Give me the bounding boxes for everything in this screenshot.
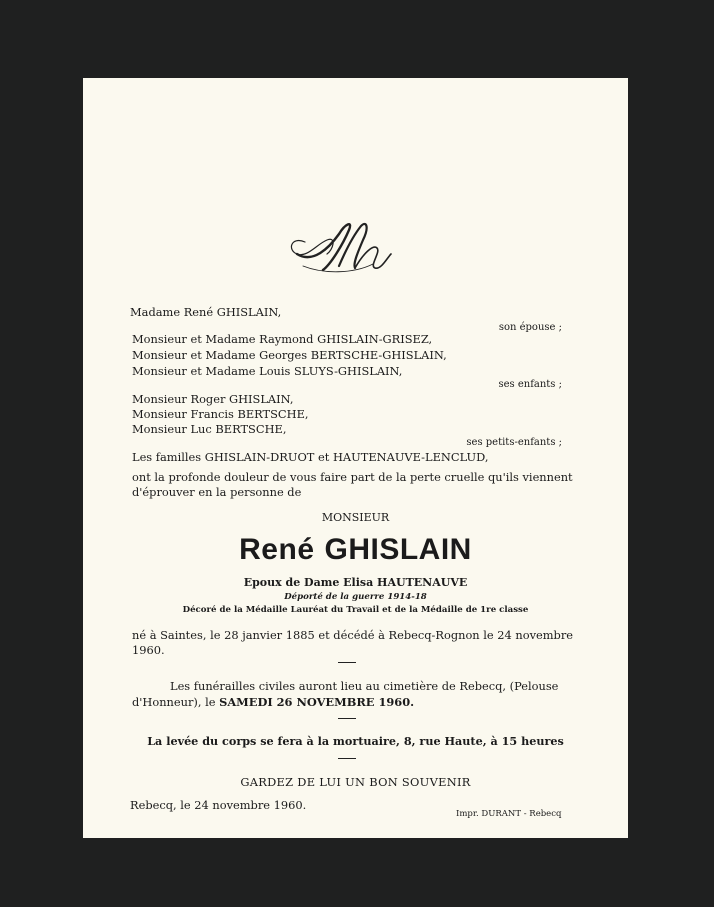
families-line: Les familles GHISLAIN-DRUOT et HAUTENAUVE-LENCLUD, bbox=[132, 450, 489, 464]
separator bbox=[338, 758, 356, 759]
grandchild-name: Monsieur Francis BERTSCHE, bbox=[132, 407, 309, 421]
funeral-line-text: d'Honneur), le bbox=[132, 695, 220, 709]
child-name: Monsieur et Madame Georges BERTSCHE-GHISLAIN, bbox=[132, 348, 447, 362]
honorific: MONSIEUR bbox=[321, 511, 390, 524]
child-name: Monsieur et Madame Raymond GHISLAIN-GRISEZ, bbox=[132, 332, 433, 346]
widow-name: Madame René GHISLAIN, bbox=[130, 305, 282, 319]
widow-relation: son épouse ; bbox=[498, 322, 562, 333]
birth-death-line: 1960. bbox=[132, 643, 165, 657]
levee-line: La levée du corps se fera à la mortuaire, 8, rue Haute, à 15 heures bbox=[147, 734, 564, 748]
child-name: Monsieur et Madame Louis SLUYS-GHISLAIN, bbox=[132, 364, 403, 378]
deceased-first-name: René bbox=[239, 533, 315, 566]
deceased-name bbox=[83, 532, 628, 568]
funeral-line bbox=[132, 695, 414, 709]
separator bbox=[338, 718, 356, 719]
funeral-date: SAMEDI 26 NOVEMBRE 1960. bbox=[219, 695, 415, 709]
decorations-line: Décoré de la Médaille Lauréat du Travail et de la Médaille de 1re classe bbox=[182, 605, 529, 615]
spouse-line: Epoux de Dame Elisa HAUTENAUVE bbox=[243, 576, 468, 589]
grandchild-name: Monsieur Roger GHISLAIN, bbox=[132, 392, 294, 406]
deceased-last-name: GHISLAIN bbox=[324, 533, 472, 566]
monogram-logo bbox=[283, 214, 395, 278]
place-date: Rebecq, le 24 novembre 1960. bbox=[130, 798, 307, 812]
funeral-line: Les funérailles civiles auront lieu au cimetière de Rebecq, (Pelouse bbox=[170, 679, 559, 693]
memory-line: GARDEZ DE LUI UN BON SOUVENIR bbox=[240, 775, 471, 789]
sorrow-line: ont la profonde douleur de vous faire part de la perte cruelle qu'ils viennent bbox=[132, 470, 573, 484]
printer-credit: Impr. DURANT - Rebecq bbox=[456, 809, 562, 819]
birth-death-line: né à Saintes, le 28 janvier 1885 et décédé à Rebecq-Rognon le 24 novembre bbox=[132, 628, 574, 642]
deported-line: Déporté de la guerre 1914-18 bbox=[284, 592, 427, 602]
children-relation: ses enfants ; bbox=[498, 379, 562, 390]
grandchild-name: Monsieur Luc BERTSCHE, bbox=[132, 422, 287, 436]
grandchildren-relation: ses petits-enfants ; bbox=[466, 437, 562, 448]
sorrow-line: d'éprouver en la personne de bbox=[132, 485, 302, 499]
separator bbox=[338, 662, 356, 663]
